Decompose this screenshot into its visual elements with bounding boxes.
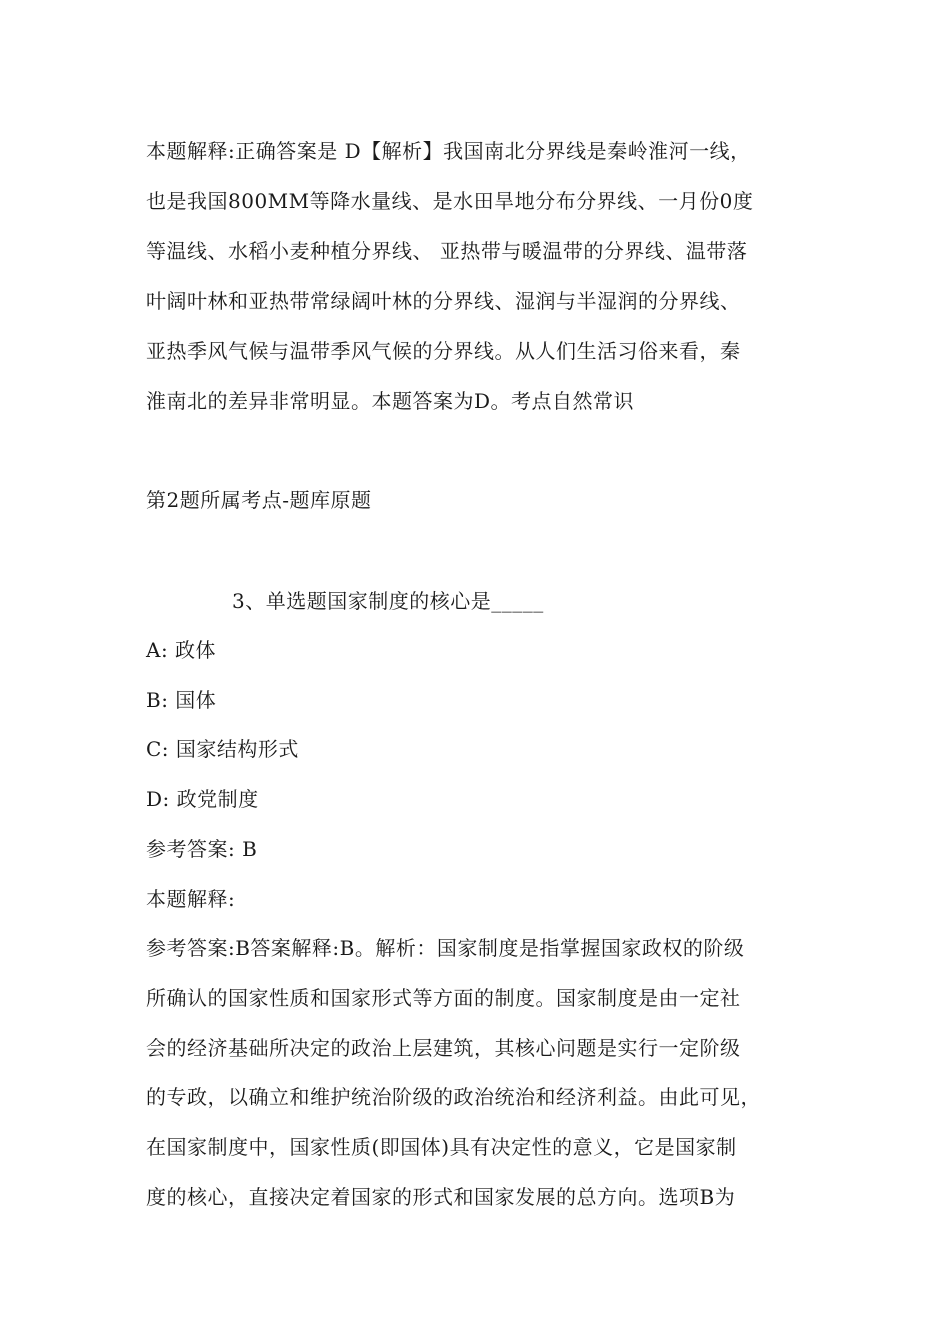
explanation-line: 亚热季风气候与温带季风气候的分界线。从人们生活习俗来看，秦 (146, 339, 741, 363)
question-stem: 3、单选题国家制度的核心是_____ (232, 589, 544, 613)
explanation-line: 也是我国800MM等降水量线、是水田旱地分布分界线、一月份0度 (146, 189, 754, 213)
explanation-line: 在国家制度中，国家性质(即国体)具有决定性的意义，它是国家制 (146, 1135, 737, 1159)
explanation-line: 度的核心，直接决定着国家的形式和国家发展的总方向。选项B为 (146, 1185, 736, 1209)
option-c: C: 国家结构形式 (146, 737, 299, 761)
explanation-line: 等温线、水稻小麦种植分界线、 亚热带与暖温带的分界线、温带落 (146, 239, 748, 263)
explanation-line: 的专政，以确立和维护统治阶级的政治统治和经济利益。由此可见， (146, 1085, 761, 1109)
explanation-line: 所确认的国家性质和国家形式等方面的制度。国家制度是由一定社 (146, 986, 741, 1010)
option-d: D: 政党制度 (146, 787, 259, 811)
reference-answer: 参考答案: B (146, 837, 258, 861)
explanation-line: 叶阔叶林和亚热带常绿阔叶林的分界线、湿润与半湿润的分界线、 (146, 289, 741, 313)
explanation-line: 会的经济基础所决定的政治上层建筑，其核心问题是实行一定阶级 (146, 1036, 741, 1060)
explanation-label: 本题解释: (146, 887, 236, 911)
explanation-line: 淮南北的差异非常明显。本题答案为D。考点自然常识 (146, 389, 635, 413)
explanation-line: 参考答案:B答案解释:B。解析：国家制度是指掌握国家政权的阶级 (146, 936, 745, 960)
option-b: B: 国体 (146, 688, 217, 712)
question-source-label: 第2题所属考点-题库原题 (146, 488, 372, 512)
option-a: A: 政体 (146, 638, 217, 662)
explanation-line: 本题解释:正确答案是 D【解析】我国南北分界线是秦岭淮河一线， (146, 139, 751, 163)
